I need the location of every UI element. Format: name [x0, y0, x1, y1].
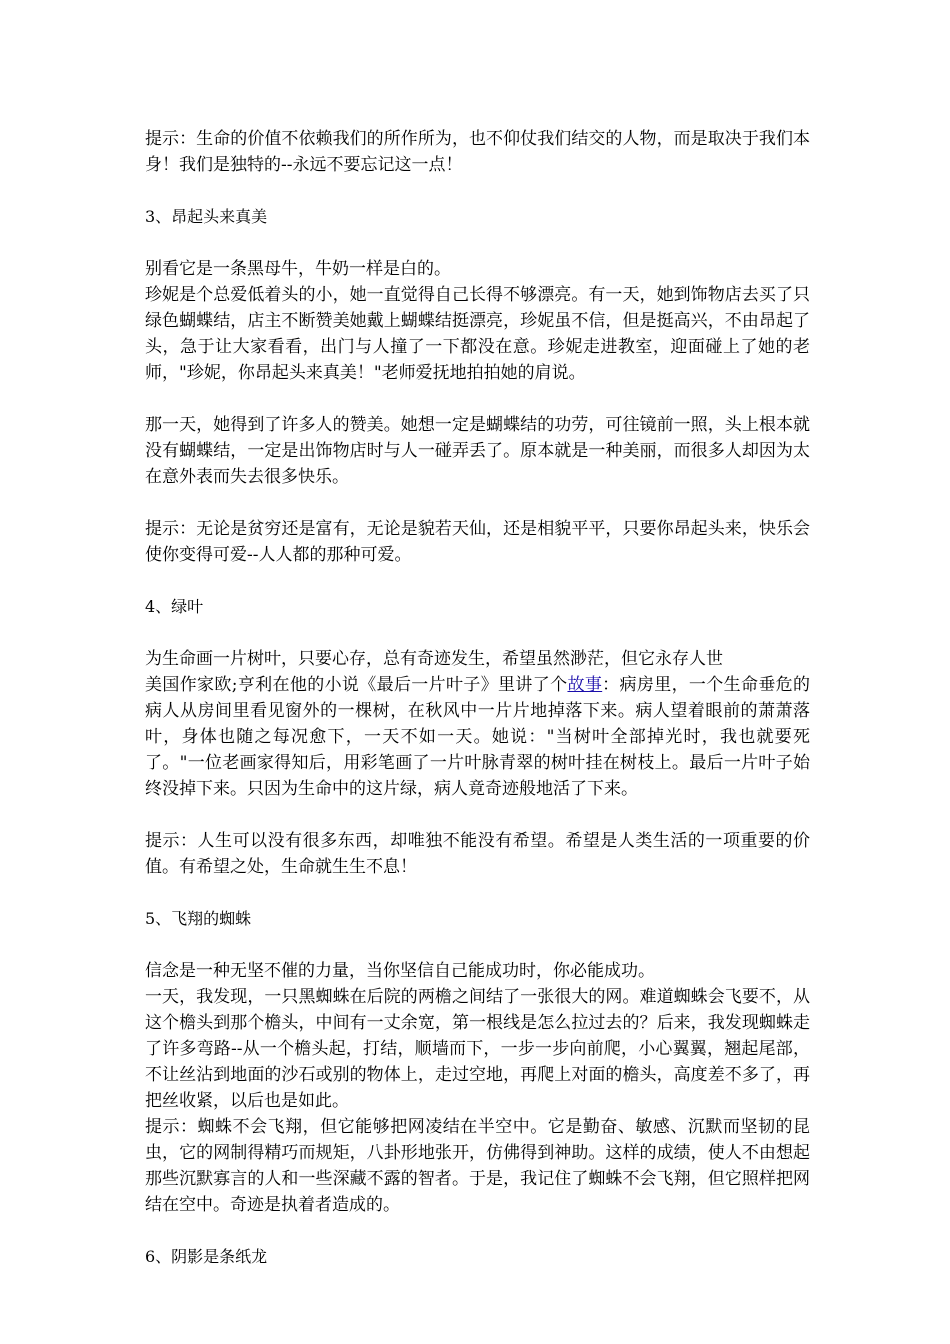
- section-5-paragraph-1: 一天，我发现，一只黑蜘蛛在后院的两檐之间结了一张很大的网。难道蜘蛛会飞要不，从这个檐头到那个檐头，中间有一丈余宽，第一根线是怎么拉过去的？后来，我发现蜘蛛走了许多弯路--从一个檐头起，打结，顺墙而下，一步一步向前爬，小心翼翼，翘起尾部，不让丝沾到地面的沙石或别的物体上，走过空地，再爬上对面的檐头，高度差不多了，再把丝收紧，以后也是如此。: [145, 987, 810, 1111]
- document-body: [145, 126, 810, 1270]
- section-6-title: 6、阴影是条纸龙: [145, 1247, 268, 1266]
- spacer: [145, 490, 810, 516]
- spacer: [145, 620, 810, 646]
- section-5-tip: 提示：蜘蛛不会飞翔，但它能够把网凌结在半空中。它是勤奋、敏感、沉默而坚韧的昆虫，它的网制得精巧而规矩，八卦形地张开，仿佛得到神助。这样的成绩，使人不由想起那些沉默寡言的人和一些深藏不露的智者。于是，我记住了蜘蛛不会飞翔，但它照样把网结在空中。奇迹是执着者造成的。: [145, 1117, 810, 1215]
- spacer: [145, 230, 810, 256]
- intro-tip-paragraph: 提示：生命的价值不依赖我们的所作所为，也不仰仗我们结交的人物，而是取决于我们本身！我们是独特的--永远不要忘记这一点！: [145, 129, 810, 175]
- section-4-text-after-link: ：病房里，一个生命垂危的病人从房间里看见窗外的一棵树，在秋风中一片片地掉落下来。病人望着眼前的萧萧落叶，身体也随之每况愈下，一天不如一天。她说："当树叶全部掉光时，我也就要死了。"一位老画家得知后，用彩笔画了一片叶脉青翠的树叶挂在树枝上。最后一片叶子始终没掉下来。只因为生命中的这片绿，病人竟奇迹般地活了下来。: [145, 675, 811, 799]
- spacer: [145, 178, 810, 204]
- spacer: [145, 802, 810, 828]
- spacer: [145, 932, 810, 958]
- section-5-lead: 信念是一种无坚不催的力量，当你坚信自己能成功时，你必能成功。: [145, 961, 655, 981]
- section-3-tip: 提示：无论是贫穷还是富有，无论是貌若天仙，还是相貌平平，只要你昂起头来，快乐会使你变得可爱--人人都的那种可爱。: [145, 519, 810, 565]
- spacer: [145, 880, 810, 906]
- section-3-paragraph-2: 那一天，她得到了许多人的赞美。她想一定是蝴蝶结的功劳，可往镜前一照，头上根本就没有蝴蝶结，一定是出饰物店时与人一碰弄丢了。原本就是一种美丽，而很多人却因为太在意外表而失去很多快乐。: [145, 415, 810, 487]
- section-3-title: 3、昂起头来真美: [145, 207, 268, 226]
- section-3-paragraph-1: 珍妮是个总爱低着头的小，她一直觉得自己长得不够漂亮。有一天，她到饰物店去买了只绿色蝴蝶结，店主不断赞美她戴上蝴蝶结挺漂亮，珍妮虽不信，但是挺高兴，不由昂起了头，急于让大家看看，出门与人撞了一下都没在意。珍妮走进教室，迎面碰上了她的老师，"珍妮，你昂起头来真美！"老师爱抚地拍拍她的肩说。: [145, 285, 810, 383]
- spacer: [145, 568, 810, 594]
- section-4-paragraph-1: [145, 672, 810, 802]
- section-4-tip: 提示：人生可以没有很多东西，却唯独不能没有希望。希望是人类生活的一项重要的价值。有希望之处，生命就生生不息！: [145, 831, 810, 877]
- spacer: [145, 1218, 810, 1244]
- section-4-title: 4、绿叶: [145, 597, 204, 616]
- section-4-text-before-link: 美国作家欧;亨利在他的小说《最后一片叶子》里讲了个: [145, 675, 568, 695]
- spacer: [145, 386, 810, 412]
- section-4-lead: 为生命画一片树叶，只要心存，总有奇迹发生，希望虽然渺茫，但它永存人世: [145, 649, 723, 669]
- section-5-title: 5、飞翔的蜘蛛: [145, 909, 252, 928]
- story-link[interactable]: 故事: [567, 675, 603, 695]
- section-3-lead: 别看它是一条黑母牛，牛奶一样是白的。: [145, 259, 451, 279]
